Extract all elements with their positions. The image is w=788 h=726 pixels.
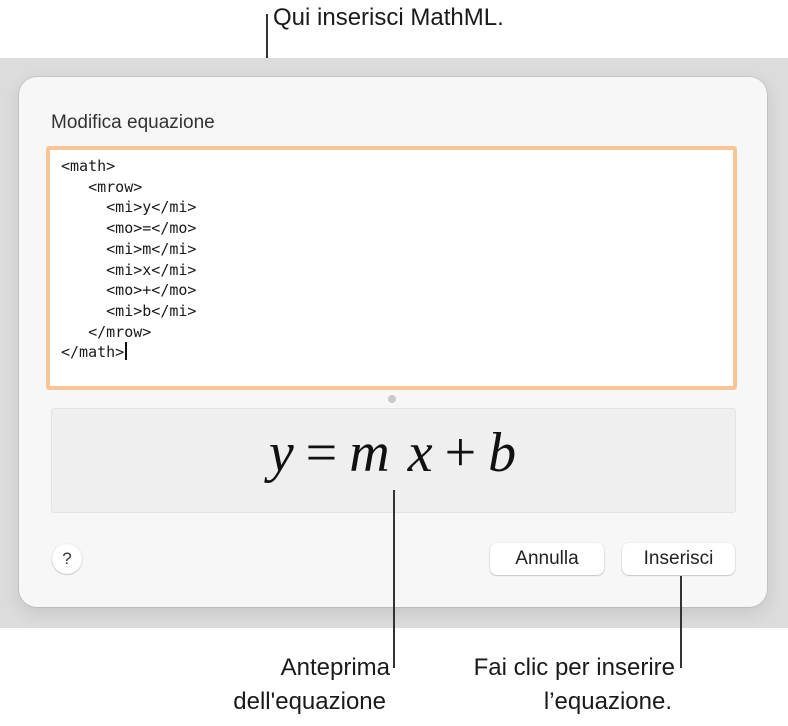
mathml-code-text[interactable] <box>61 156 196 363</box>
preview-var-x: x <box>407 422 435 484</box>
preview-equation <box>52 421 735 485</box>
resize-handle[interactable] <box>388 395 396 403</box>
callout-line-insert <box>680 576 682 668</box>
insert-button[interactable]: Inserisci <box>622 543 735 575</box>
callout-insert-line2: l’equazione. <box>543 688 672 715</box>
callout-mathml-input: Qui inserisci MathML. <box>273 4 504 31</box>
callout-preview-line2: dell'equazione <box>233 688 386 715</box>
mathml-code[interactable]: <math> <mrow> <mi>y</mi> <mo>=</mo> <mi>m</mi> <mi>x</mi> <mo>+</mo> <mi>b</mi> </mrow> </math> <box>61 157 197 362</box>
callout-insert-line1: Fai clic per inserire <box>473 654 675 681</box>
text-caret <box>125 342 127 360</box>
mathml-editor[interactable] <box>46 146 737 390</box>
callout-line-preview <box>393 490 395 668</box>
preview-plus: + <box>444 422 479 484</box>
preview-equals: = <box>305 422 340 484</box>
preview-var-b: b <box>488 422 519 484</box>
preview-var-y: y <box>268 422 296 484</box>
cancel-button[interactable]: Annulla <box>490 543 604 575</box>
callout-preview-line1: Anteprima <box>280 654 390 681</box>
preview-var-m: m <box>349 422 392 484</box>
help-button[interactable]: ? <box>52 544 82 574</box>
dialog-title: Modifica equazione <box>51 112 215 133</box>
